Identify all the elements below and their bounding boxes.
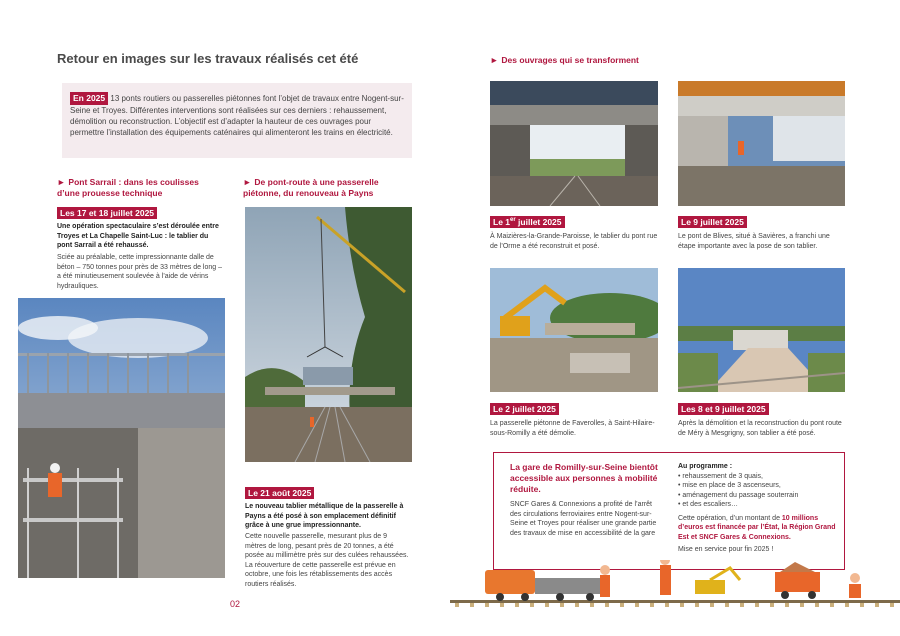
service-text: Mise en service pour fin 2025 !: [678, 546, 774, 553]
funding-text: [678, 514, 843, 543]
work-illustration: [450, 560, 900, 620]
ouvrages-heading-text: Des ouvrages qui se transforment: [501, 55, 639, 65]
intro-text: 13 ponts routiers ou passerelles piétonnes font l’objet de travaux entre Nogent-sur-Seine et Troyes. Différentes interventions sont réalisées sur ces derniers : rehaussement, démolition ou reconstruction. L’objectif est d’adapter la hauteur de ces ouvrages pour permettre l’installation des équipements caténaires qui alimenteront les trains en électricité.: [70, 94, 404, 137]
maizieres-photo: [490, 81, 658, 206]
romilly-heading: La gare de Romilly-sur-Seine bientôt accessible aux personnes à mobilité réduite.: [510, 462, 658, 494]
intro-box: [62, 83, 412, 158]
payns-heading-text: De pont-route à une passerelle piétonne, du renouveau à Payns: [243, 177, 379, 198]
blives-photo: [678, 81, 845, 206]
mesgrigny-photo: [678, 268, 845, 392]
maizieres-text: À Maizières-la-Grande-Paroisse, le tablier du pont rue de l’Orme a été reconstruit et posé.: [490, 233, 658, 250]
page-number: 02: [230, 599, 241, 609]
arrow-icon: ►: [243, 177, 252, 187]
maizieres-date: [490, 216, 565, 228]
funding-text-b: 10 millions d’euros est financée par l’État, la Région Grand Est et SNCF Gares & Connexions.: [678, 514, 836, 541]
faverolles-date: Le 2 juillet 2025: [490, 403, 559, 415]
mesgrigny-date: Les 8 et 9 juillet 2025: [678, 403, 769, 415]
mesgrigny-text: Après la démolition et la reconstruction du pont route de Méry à Mesgrigny, son tablier a été posé.: [678, 420, 842, 437]
sarrail-date: Les 17 et 18 juillet 2025: [57, 207, 157, 219]
maizieres-date-suffix: juillet 2025: [515, 217, 562, 227]
program-item: • mise en place de 3 ascenseurs,: [678, 482, 781, 489]
program-title: Au programme :: [678, 463, 733, 470]
program-item: • rehaussement de 3 quais,: [678, 472, 763, 480]
program-item: • et des escaliers…: [678, 501, 739, 508]
program-block: [678, 462, 843, 555]
faverolles-photo: [490, 268, 658, 392]
program-item: • aménagement du passage souterrain: [678, 491, 799, 499]
arrow-icon: ►: [490, 55, 499, 65]
intro-tag: En 2025: [70, 92, 108, 105]
page-title: Retour en images sur les travaux réalisés cet été: [57, 51, 359, 66]
faverolles-text: La passerelle piétonne de Faverolles, à Saint-Hilaire-sous-Romilly a été démolie.: [490, 420, 655, 437]
maizieres-date-sup: er: [510, 217, 516, 224]
sarrail-photo: [18, 298, 225, 578]
maizieres-date-prefix: Le 1: [493, 217, 511, 227]
payns-date: Le 21 août 2025: [245, 487, 314, 499]
funding-text-a: Cette opération, d’un montant de: [678, 514, 782, 522]
payns-lead: Le nouveau tablier métallique de la passerelle à Payns a été posé à son emplacement définitif grâce à une grue impressionnante.: [245, 503, 404, 529]
payns-photo: [245, 207, 412, 462]
program-list: [678, 472, 843, 510]
payns-heading: [243, 177, 408, 199]
romilly-text: SNCF Gares & Connexions a profité de l’arrêt des circulations ferroviaires entre Nogent-sur-Seine et Troyes pour réaliser une grande partie des travaux de mise en accessibilité de la gare: [510, 501, 657, 537]
payns-text: Cette nouvelle passerelle, mesurant plus de 9 mètres de long, pesant près de 20 tonnes, a été posée au millimètre près sur des culées rehaussées. La réouverture de cette passerelle est prévue en octobre, une fois les rétablissements des accès routiers réalisés.: [245, 533, 409, 588]
blives-text: Le pont de Blives, situé à Savières, a franchi une étape importante avec la pose de son tablier.: [678, 233, 830, 250]
blives-date: Le 9 juillet 2025: [678, 216, 747, 228]
sarrail-heading: [57, 177, 207, 199]
sarrail-heading-text: Pont Sarrail : dans les coulisses d’une prouesse technique: [57, 177, 199, 198]
sarrail-lead: Une opération spectaculaire s’est déroulée entre Troyes et La Chapelle Saint-Luc : le tablier du pont Sarrail a été rehaussé.: [57, 223, 219, 249]
arrow-icon: ►: [57, 177, 66, 187]
ouvrages-heading: [490, 55, 690, 66]
sarrail-text: Sciée au préalable, cette impressionnante dalle de béton – 750 tonnes pour près de 33 mètres de long – a été minutieusement soulevée à l’aide de vérins hydrauliques.: [57, 254, 223, 290]
